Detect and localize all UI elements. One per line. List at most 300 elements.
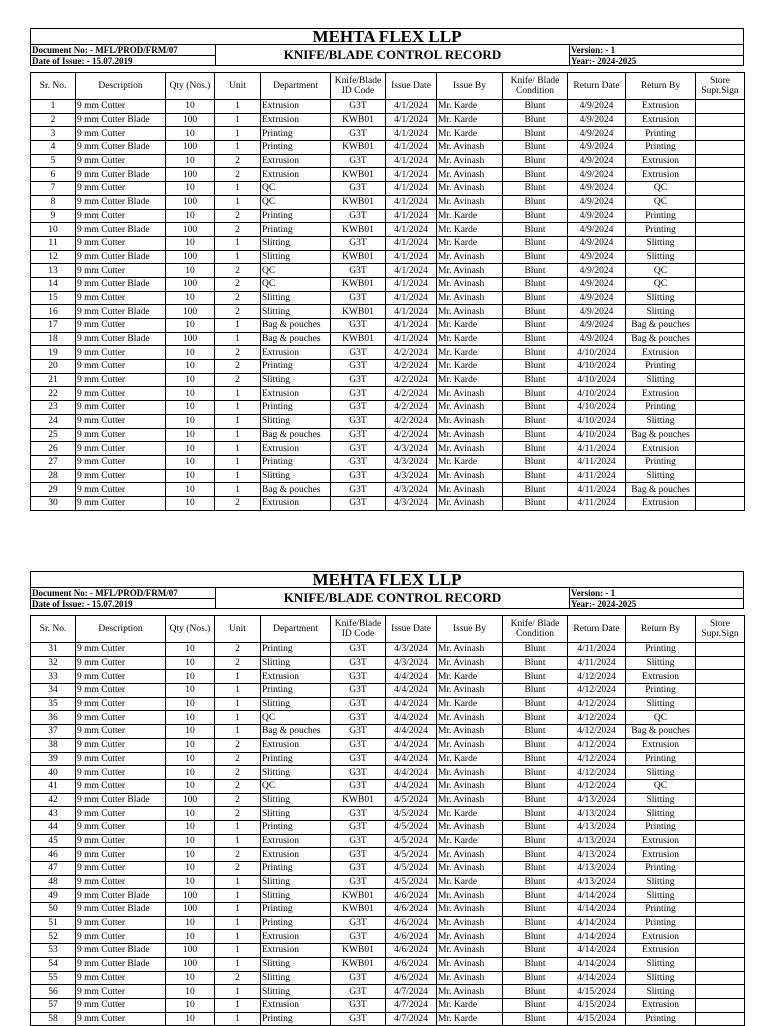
table-cell <box>696 711 745 725</box>
table-row <box>31 820 745 834</box>
table-cell: 4/1/2024 <box>386 277 437 291</box>
table-cell: 4/11/2024 <box>568 483 626 497</box>
table-cell <box>696 277 745 291</box>
table-row <box>31 209 745 223</box>
table-row <box>31 113 745 127</box>
table-cell: 100 <box>166 332 215 346</box>
table-cell: Mr. Karde <box>437 127 503 141</box>
table-cell: Slitting <box>261 291 331 305</box>
table-cell: 10 <box>166 971 215 985</box>
table-cell: G3T <box>331 916 386 930</box>
table-cell: 46 <box>31 848 76 862</box>
table-cell: Mr. Karde <box>437 455 503 469</box>
table-cell: Extrusion <box>626 100 696 114</box>
table-cell: 9 mm Cutter <box>76 469 166 483</box>
table-cell: 4/2/2024 <box>386 387 437 401</box>
table-cell: Printing <box>626 1012 696 1026</box>
table-header-row <box>31 616 745 643</box>
table-cell: Mr. Avinash <box>437 643 503 657</box>
table-cell: G3T <box>331 346 386 360</box>
table-cell: Mr. Karde <box>437 697 503 711</box>
table-cell: Mr. Karde <box>437 223 503 237</box>
column-header: Knife/ Blade Condition <box>503 73 568 100</box>
table-row <box>31 154 745 168</box>
table-cell: Mr. Karde <box>437 100 503 114</box>
table-cell: 100 <box>166 141 215 155</box>
table-cell: 4/14/2024 <box>568 916 626 930</box>
table-cell: 10 <box>166 848 215 862</box>
table-cell: Blunt <box>503 820 568 834</box>
table-cell <box>696 373 745 387</box>
table-cell: 9 mm Cutter <box>76 656 166 670</box>
table-cell: 9 mm Cutter <box>76 998 166 1012</box>
table-cell: Printing <box>261 209 331 223</box>
table-cell: Extrusion <box>261 113 331 127</box>
table-cell: Extrusion <box>626 442 696 456</box>
table-cell: 54 <box>31 957 76 971</box>
table-cell: 8 <box>31 195 76 209</box>
table-cell: Bag & pouches <box>626 428 696 442</box>
table-cell: Mr. Avinash <box>437 889 503 903</box>
table-cell: Mr. Karde <box>437 360 503 374</box>
table-cell: 26 <box>31 442 76 456</box>
table-cell: 10 <box>166 401 215 415</box>
table-cell: 1 <box>31 100 76 114</box>
table-cell: Mr. Avinash <box>437 182 503 196</box>
table-cell: 100 <box>166 305 215 319</box>
table-cell <box>696 209 745 223</box>
table-cell: 17 <box>31 319 76 333</box>
table-row <box>31 401 745 415</box>
table-cell: Mr. Karde <box>437 319 503 333</box>
table-cell: G3T <box>331 725 386 739</box>
table-cell: Extrusion <box>261 496 331 510</box>
table-cell: Blunt <box>503 414 568 428</box>
table-cell: Printing <box>626 209 696 223</box>
record-sheet-1 <box>30 28 744 511</box>
table-cell <box>696 469 745 483</box>
table-cell: 2 <box>215 862 261 876</box>
table-cell: 4/5/2024 <box>386 834 437 848</box>
table-cell: 4/1/2024 <box>386 209 437 223</box>
table-cell: Slitting <box>261 793 331 807</box>
table-cell: 9 mm Cutter Blade <box>76 250 166 264</box>
table-cell: Extrusion <box>261 998 331 1012</box>
table-row <box>31 903 745 917</box>
table-cell <box>696 670 745 684</box>
column-header: Store Supr.Sign <box>696 73 745 100</box>
table-cell: G3T <box>331 373 386 387</box>
table-cell: Mr. Avinash <box>437 168 503 182</box>
table-cell: Blunt <box>503 889 568 903</box>
table-cell: 4/12/2024 <box>568 670 626 684</box>
record-sheet-2 <box>30 571 744 1026</box>
table-cell <box>696 998 745 1012</box>
table-row <box>31 807 745 821</box>
table-cell: Blunt <box>503 264 568 278</box>
table-row <box>31 332 745 346</box>
table-cell: Extrusion <box>261 387 331 401</box>
table-row <box>31 848 745 862</box>
table-cell: Bag & pouches <box>261 332 331 346</box>
table-cell: 25 <box>31 428 76 442</box>
table-cell: Blunt <box>503 971 568 985</box>
table-cell: G3T <box>331 779 386 793</box>
table-cell: Printing <box>626 752 696 766</box>
table-cell: 4/10/2024 <box>568 387 626 401</box>
table-row <box>31 195 745 209</box>
table-row <box>31 998 745 1012</box>
table-cell <box>696 305 745 319</box>
column-header: Description <box>76 73 166 100</box>
table-cell: G3T <box>331 670 386 684</box>
table-cell: Printing <box>261 360 331 374</box>
table-cell: 2 <box>215 346 261 360</box>
table-cell: Slitting <box>261 875 331 889</box>
table-cell: Blunt <box>503 250 568 264</box>
table-cell: 9 mm Cutter <box>76 428 166 442</box>
table-cell: KWB01 <box>331 141 386 155</box>
table-cell: G3T <box>331 971 386 985</box>
table-cell: 100 <box>166 793 215 807</box>
table-cell: Mr. Karde <box>437 670 503 684</box>
table-cell: 4/9/2024 <box>568 236 626 250</box>
table-cell: Slitting <box>261 250 331 264</box>
table-cell: Blunt <box>503 957 568 971</box>
table-cell: 4/9/2024 <box>568 209 626 223</box>
table-cell: 10 <box>166 766 215 780</box>
table-cell: 1 <box>215 697 261 711</box>
table-cell: 2 <box>215 168 261 182</box>
table-cell: 100 <box>166 903 215 917</box>
table-cell: 4/14/2024 <box>568 971 626 985</box>
table-cell: 10 <box>166 985 215 999</box>
table-cell: Printing <box>626 360 696 374</box>
table-cell: 1 <box>215 670 261 684</box>
table-cell: 4/15/2024 <box>568 998 626 1012</box>
table-cell: 10 <box>166 455 215 469</box>
table-cell <box>696 643 745 657</box>
table-cell: 52 <box>31 930 76 944</box>
table-cell: 10 <box>31 223 76 237</box>
table-row <box>31 223 745 237</box>
table-cell: KWB01 <box>331 793 386 807</box>
table-cell: 4/13/2024 <box>568 862 626 876</box>
table-row <box>31 971 745 985</box>
table-cell: 4/9/2024 <box>568 113 626 127</box>
table-cell: Mr. Avinash <box>437 779 503 793</box>
table-cell: 10 <box>166 711 215 725</box>
table-cell: 10 <box>166 414 215 428</box>
table-cell: 4/4/2024 <box>386 725 437 739</box>
table-cell: Mr. Avinash <box>437 684 503 698</box>
table-cell: 2 <box>215 766 261 780</box>
table-cell: 6 <box>31 168 76 182</box>
table-cell: 1 <box>215 930 261 944</box>
table-cell: Extrusion <box>261 738 331 752</box>
table-cell: 35 <box>31 697 76 711</box>
table-cell: Mr. Avinash <box>437 944 503 958</box>
table-cell: KWB01 <box>331 332 386 346</box>
table-cell: 9 mm Cutter <box>76 971 166 985</box>
column-header: Return Date <box>568 616 626 643</box>
table-cell: 9 mm Cutter <box>76 820 166 834</box>
table-cell: 9 mm Cutter Blade <box>76 944 166 958</box>
table-cell: Blunt <box>503 903 568 917</box>
table-cell: 10 <box>166 387 215 401</box>
column-header: Unit <box>215 616 261 643</box>
table-cell: Blunt <box>503 834 568 848</box>
table-cell: 4 <box>31 141 76 155</box>
table-cell: 4/7/2024 <box>386 985 437 999</box>
table-cell: 4/13/2024 <box>568 834 626 848</box>
table-cell: Printing <box>626 401 696 415</box>
table-cell: Blunt <box>503 154 568 168</box>
table-cell: G3T <box>331 100 386 114</box>
table-cell: 21 <box>31 373 76 387</box>
table-cell: Mr. Avinash <box>437 916 503 930</box>
table-cell: G3T <box>331 848 386 862</box>
table-cell: 4/11/2024 <box>568 455 626 469</box>
table-cell: 10 <box>166 807 215 821</box>
table-cell: Slitting <box>261 373 331 387</box>
table-cell <box>696 401 745 415</box>
table-cell: Slitting <box>261 985 331 999</box>
table-cell: 1 <box>215 957 261 971</box>
table-cell: 10 <box>166 483 215 497</box>
table-cell: 4/1/2024 <box>386 236 437 250</box>
table-cell: Blunt <box>503 100 568 114</box>
table-cell: Blunt <box>503 738 568 752</box>
table-cell: Printing <box>261 401 331 415</box>
table-cell <box>696 807 745 821</box>
table-row <box>31 428 745 442</box>
table-cell: G3T <box>331 862 386 876</box>
record-table <box>30 72 745 511</box>
table-cell: 50 <box>31 903 76 917</box>
form-meta-row <box>30 588 744 609</box>
table-cell: 4/11/2024 <box>568 496 626 510</box>
table-cell: 42 <box>31 793 76 807</box>
table-cell: 9 mm Cutter Blade <box>76 305 166 319</box>
table-cell: 10 <box>166 738 215 752</box>
table-cell: G3T <box>331 264 386 278</box>
table-cell <box>696 834 745 848</box>
table-cell: 9 mm Cutter <box>76 1012 166 1026</box>
table-cell: G3T <box>331 684 386 698</box>
table-cell: Blunt <box>503 332 568 346</box>
table-cell: 4/1/2024 <box>386 250 437 264</box>
table-cell: 9 mm Cutter <box>76 209 166 223</box>
table-cell: Blunt <box>503 469 568 483</box>
table-cell: Slitting <box>626 957 696 971</box>
table-cell: 10 <box>166 373 215 387</box>
table-cell: Blunt <box>503 360 568 374</box>
table-cell: Blunt <box>503 496 568 510</box>
table-cell: 100 <box>166 113 215 127</box>
table-cell: Slitting <box>626 291 696 305</box>
table-cell: G3T <box>331 236 386 250</box>
column-header: Qty (Nos.) <box>166 73 215 100</box>
table-cell: Blunt <box>503 209 568 223</box>
table-cell <box>696 766 745 780</box>
table-cell: 4/1/2024 <box>386 182 437 196</box>
table-cell: Mr. Karde <box>437 113 503 127</box>
table-cell: Mr. Karde <box>437 998 503 1012</box>
table-cell: 10 <box>166 496 215 510</box>
date-of-issue: Date of Issue: - 15.07.2019 <box>32 55 133 65</box>
table-cell: 2 <box>31 113 76 127</box>
table-cell: Extrusion <box>626 930 696 944</box>
table-cell: 9 <box>31 209 76 223</box>
table-cell: Slitting <box>626 985 696 999</box>
table-cell: Blunt <box>503 195 568 209</box>
table-cell: KWB01 <box>331 113 386 127</box>
table-cell <box>696 793 745 807</box>
table-cell: G3T <box>331 834 386 848</box>
table-cell: Mr. Avinash <box>437 195 503 209</box>
table-row <box>31 387 745 401</box>
table-cell: Slitting <box>626 305 696 319</box>
table-cell: 1 <box>215 998 261 1012</box>
table-cell: KWB01 <box>331 889 386 903</box>
table-cell: 1 <box>215 113 261 127</box>
table-cell: 100 <box>166 944 215 958</box>
table-cell: 4/2/2024 <box>386 360 437 374</box>
column-header: Sr. No. <box>31 616 76 643</box>
table-cell: 1 <box>215 195 261 209</box>
table-cell: G3T <box>331 483 386 497</box>
table-cell: 2 <box>215 277 261 291</box>
table-cell: 4/3/2024 <box>386 455 437 469</box>
table-cell: 2 <box>215 209 261 223</box>
table-cell: 4/10/2024 <box>568 401 626 415</box>
table-cell: KWB01 <box>331 250 386 264</box>
table-cell: 4/9/2024 <box>568 332 626 346</box>
table-cell: 1 <box>215 319 261 333</box>
table-cell: Mr. Avinash <box>437 264 503 278</box>
table-cell: Mr. Karde <box>437 209 503 223</box>
table-cell: 9 mm Cutter <box>76 779 166 793</box>
table-cell: 10 <box>166 643 215 657</box>
table-cell: 4/13/2024 <box>568 820 626 834</box>
table-row <box>31 930 745 944</box>
table-cell: Mr. Karde <box>437 236 503 250</box>
table-cell: 27 <box>31 455 76 469</box>
table-cell: Blunt <box>503 862 568 876</box>
table-cell <box>696 916 745 930</box>
table-row <box>31 346 745 360</box>
table-row <box>31 277 745 291</box>
table-cell: G3T <box>331 469 386 483</box>
table-cell: 4/4/2024 <box>386 752 437 766</box>
table-cell: Slitting <box>261 469 331 483</box>
table-cell: KWB01 <box>331 195 386 209</box>
table-cell: 2 <box>215 305 261 319</box>
table-cell <box>696 684 745 698</box>
table-cell: 48 <box>31 875 76 889</box>
table-cell: 10 <box>166 236 215 250</box>
table-cell: Blunt <box>503 483 568 497</box>
column-header: Knife/ Blade Condition <box>503 616 568 643</box>
table-cell: Blunt <box>503 807 568 821</box>
table-cell: Blunt <box>503 223 568 237</box>
table-cell: 10 <box>166 182 215 196</box>
table-cell: 9 mm Cutter <box>76 387 166 401</box>
table-cell: 4/14/2024 <box>568 944 626 958</box>
table-cell: Blunt <box>503 428 568 442</box>
table-cell <box>696 889 745 903</box>
table-cell: 4/3/2024 <box>386 656 437 670</box>
table-cell: 4/13/2024 <box>568 793 626 807</box>
table-cell: Printing <box>261 223 331 237</box>
table-cell: Slitting <box>626 889 696 903</box>
table-cell: 4/14/2024 <box>568 889 626 903</box>
table-cell: Blunt <box>503 711 568 725</box>
table-cell: Extrusion <box>626 387 696 401</box>
table-row <box>31 360 745 374</box>
table-cell: 10 <box>166 862 215 876</box>
table-cell: Mr. Avinash <box>437 250 503 264</box>
table-cell <box>696 428 745 442</box>
table-cell: 2 <box>215 496 261 510</box>
table-cell: 9 mm Cutter Blade <box>76 168 166 182</box>
table-cell: 1 <box>215 414 261 428</box>
table-cell: G3T <box>331 766 386 780</box>
table-cell: QC <box>626 779 696 793</box>
table-cell: 4/12/2024 <box>568 725 626 739</box>
column-header: Store Supr.Sign <box>696 616 745 643</box>
table-cell <box>696 236 745 250</box>
table-cell: G3T <box>331 401 386 415</box>
table-cell: QC <box>626 277 696 291</box>
table-cell <box>696 168 745 182</box>
table-cell: 10 <box>166 209 215 223</box>
table-cell: 9 mm Cutter <box>76 154 166 168</box>
table-cell: QC <box>261 264 331 278</box>
table-cell: Slitting <box>261 414 331 428</box>
table-cell: 22 <box>31 387 76 401</box>
table-cell: 49 <box>31 889 76 903</box>
table-cell: 100 <box>166 223 215 237</box>
table-cell <box>696 697 745 711</box>
table-cell: Slitting <box>626 414 696 428</box>
table-cell: 1 <box>215 455 261 469</box>
table-cell: 51 <box>31 916 76 930</box>
table-cell: Printing <box>626 643 696 657</box>
table-cell: KWB01 <box>331 277 386 291</box>
table-cell: Slitting <box>261 766 331 780</box>
table-cell: 2 <box>215 971 261 985</box>
table-cell: 4/1/2024 <box>386 154 437 168</box>
table-cell: 4/5/2024 <box>386 793 437 807</box>
table-cell: 31 <box>31 643 76 657</box>
table-cell <box>696 442 745 456</box>
table-cell: Bag & pouches <box>261 483 331 497</box>
table-cell: G3T <box>331 752 386 766</box>
table-cell: Extrusion <box>261 930 331 944</box>
table-cell: G3T <box>331 738 386 752</box>
table-cell: 9 mm Cutter <box>76 442 166 456</box>
table-cell <box>696 195 745 209</box>
table-cell: 9 mm Cutter <box>76 373 166 387</box>
table-cell: Mr. Avinash <box>437 428 503 442</box>
table-cell: Extrusion <box>626 496 696 510</box>
table-cell: 2 <box>215 793 261 807</box>
table-cell: 24 <box>31 414 76 428</box>
table-cell: Bag & pouches <box>261 725 331 739</box>
table-row <box>31 862 745 876</box>
